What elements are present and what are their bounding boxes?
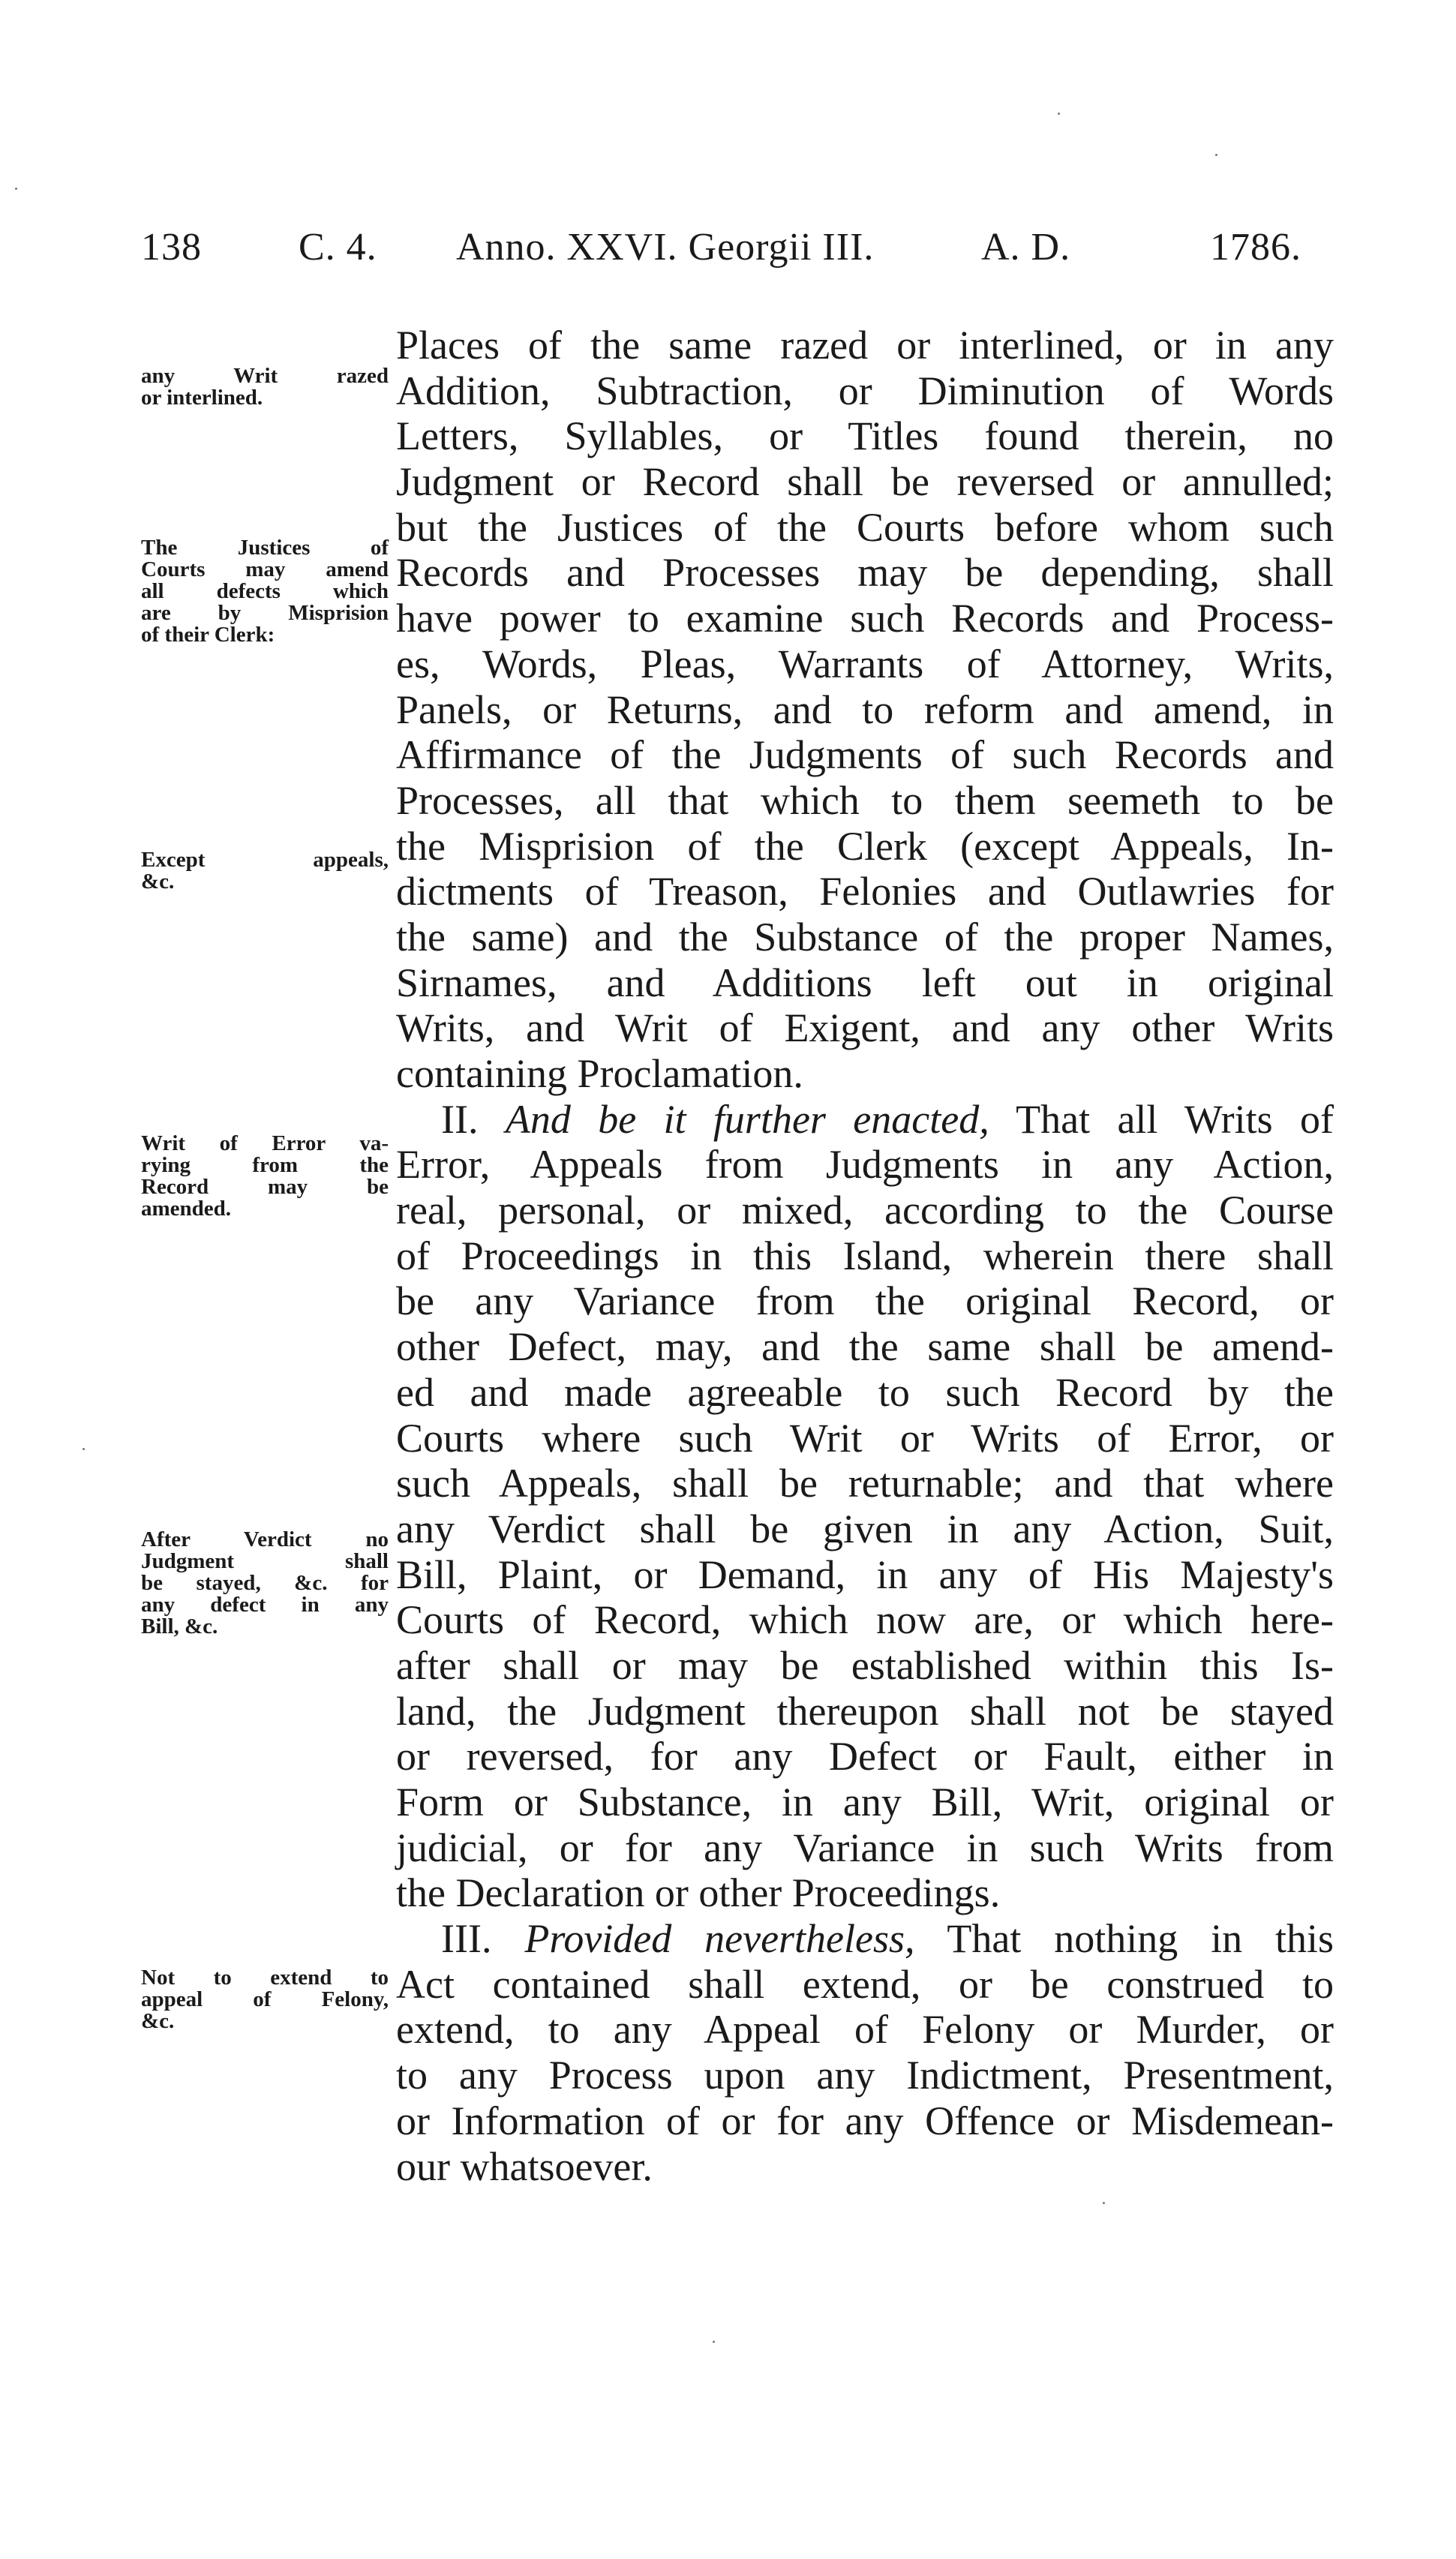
body-line: judicial, or for any Variance in such Writs from <box>396 1825 1334 1870</box>
body-line: of Proceedings in this Island, wherein there shall <box>396 1233 1334 1278</box>
body-line: any Verdict shall be given in any Action, Suit, <box>396 1506 1334 1551</box>
enacting-clause: And be it further enacted, <box>505 1096 989 1142</box>
regnal-year-title: Anno. XXVI. Georgii III. <box>456 226 875 269</box>
body-line: Records and Processes may be depending, shall <box>396 550 1334 596</box>
proviso-clause: Provided nevertheless, <box>524 1916 915 1962</box>
sidenote-line: The Justices of <box>141 536 389 560</box>
sidenote-line: Writ of Error va- <box>141 1131 389 1155</box>
sidenote-line: Bill, &c. <box>141 1614 218 1638</box>
statute-body <box>396 323 1334 2189</box>
sidenote-line: Record may be <box>141 1175 389 1199</box>
scan-speck <box>1058 113 1060 115</box>
running-header <box>141 225 1341 285</box>
scan-speck <box>83 1448 85 1450</box>
body-line: or reversed, for any Defect or Fault, either in <box>396 1734 1334 1780</box>
sidenote-line: are by Misprision <box>141 601 389 625</box>
page-number: 138 <box>141 226 202 269</box>
body-line: Places of the same razed or interlined, or in any <box>396 323 1334 368</box>
body-line: the Misprision of the Clerk (except Appeals, In- <box>396 823 1334 869</box>
scan-speck <box>713 2341 715 2343</box>
section-2-opening-line <box>396 1097 1334 1143</box>
sidenote-not-to-extend <box>141 1967 389 2032</box>
body-line: Courts of Record, which now are, or which here- <box>396 1597 1334 1643</box>
sidenote-line: amended. <box>141 1197 232 1221</box>
body-line: other Defect, may, and the same shall be amend- <box>396 1324 1334 1370</box>
body-line: after shall or may be established within this Is- <box>396 1642 1334 1688</box>
sidenote-line: rying from the <box>141 1153 389 1177</box>
body-line: such Appeals, shall be returnable; and that where <box>396 1461 1334 1506</box>
section-text: That all Writs of <box>989 1096 1334 1142</box>
body-line: Courts where such Writ or Writs of Error, or <box>396 1415 1334 1461</box>
body-line: Form or Substance, in any Bill, Writ, original or <box>396 1780 1334 1825</box>
body-line: but the Justices of the Courts before whom such <box>396 504 1334 550</box>
sidenote-line: any Writ razed <box>141 364 389 388</box>
scan-speck <box>1103 2202 1105 2204</box>
sidenote-writ-of-error <box>141 1133 389 1220</box>
section-text: That nothing in this <box>914 1916 1334 1962</box>
body-line: es, Words, Pleas, Warrants of Attorney, Writs, <box>396 641 1334 686</box>
sidenote-line: all defects which <box>141 579 389 603</box>
sidenote-except-appeals <box>141 849 389 893</box>
anno-domini-label: A. D. <box>981 226 1071 269</box>
body-line: Writs, and Writ of Exigent, and any other Writs <box>396 1005 1334 1051</box>
body-line: land, the Judgment thereupon shall not be stayed <box>396 1688 1334 1734</box>
sidenote-line: or interlined. <box>141 386 263 410</box>
section-3-opening-line <box>396 1916 1334 1962</box>
sidenote-line: &c. <box>141 870 175 894</box>
body-line: Letters, Syllables, or Titles found therein, no <box>396 413 1334 459</box>
sidenote-after-verdict <box>141 1529 389 1638</box>
sidenote-line: appeal of Felony, <box>141 1987 389 2011</box>
chapter-number: C. 4. <box>299 226 377 269</box>
section-numeral: III. <box>441 1916 492 1962</box>
sidenote-line: of their Clerk: <box>141 623 275 647</box>
sidenote-line: &c. <box>141 2009 175 2033</box>
body-line: containing Proclamation. <box>396 1051 803 1096</box>
body-line: Processes, all that which to them seemeth to be <box>396 777 1334 823</box>
body-line: have power to examine such Records and Process- <box>396 596 1334 641</box>
body-line: Addition, Subtraction, or Diminution of Words <box>396 368 1334 413</box>
section-numeral: II. <box>441 1096 479 1142</box>
sidenote-line: After Verdict no <box>141 1527 389 1551</box>
sidenote-line: be stayed, &c. for <box>141 1571 389 1595</box>
body-line: ed and made agreeable to such Record by the <box>396 1369 1334 1415</box>
body-line: real, personal, or mixed, according to the Course <box>396 1188 1334 1233</box>
body-line: to any Process upon any Indictment, Presentment, <box>396 2053 1334 2098</box>
sidenote-line: Judgment shall <box>141 1549 389 1573</box>
scan-speck <box>15 188 17 190</box>
body-line: Error, Appeals from Judgments in any Action, <box>396 1142 1334 1188</box>
sidenote-writ-razed <box>141 365 389 409</box>
sidenote-line: any defect in any <box>141 1593 389 1617</box>
year: 1786. <box>1210 226 1301 269</box>
body-line: extend, to any Appeal of Felony or Murder, or <box>396 2007 1334 2053</box>
body-line: the same) and the Substance of the proper Names, <box>396 914 1334 960</box>
body-line: be any Variance from the original Record, or <box>396 1278 1334 1324</box>
body-line: the Declaration or other Proceedings. <box>396 1870 1001 1916</box>
scan-speck <box>1215 154 1217 156</box>
body-line: Judgment or Record shall be reversed or annulled; <box>396 459 1334 505</box>
body-line: Act contained shall extend, or be construed to <box>396 1961 1334 2007</box>
body-line: Panels, or Returns, and to reform and amend, in <box>396 686 1334 732</box>
sidenote-line: Except appeals, <box>141 848 389 872</box>
sidenote-line: Courts may amend <box>141 557 389 581</box>
body-line: Bill, Plaint, or Demand, in any of His Majesty's <box>396 1551 1334 1597</box>
body-line: Sirnames, and Additions left out in original <box>396 960 1334 1005</box>
body-line: our whatsoever. <box>396 2143 653 2189</box>
body-line: Affirmance of the Judgments of such Records and <box>396 732 1334 778</box>
sidenote-justices-amend <box>141 537 389 646</box>
sidenote-line: Not to extend to <box>141 1966 389 1990</box>
body-line: dictments of Treason, Felonies and Outlawries for <box>396 869 1334 915</box>
body-line: or Information of or for any Offence or Misdemean- <box>396 2098 1334 2143</box>
